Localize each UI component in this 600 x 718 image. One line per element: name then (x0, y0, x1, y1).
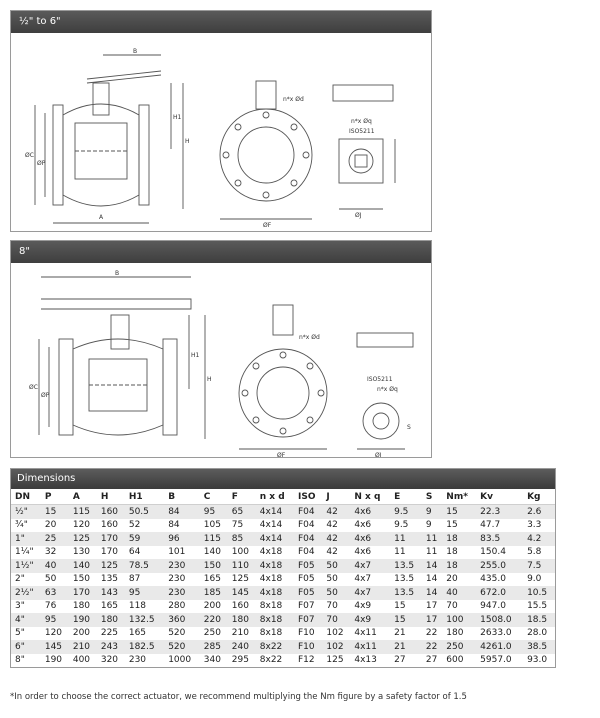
table-cell: 15 (442, 505, 476, 519)
table-cell: 100 (231, 547, 249, 558)
table-cell: 75 (231, 520, 244, 531)
table-cell: 170 (100, 547, 119, 558)
table-cell: 101 (168, 547, 186, 558)
table-cell: 40 (442, 586, 476, 600)
table-cell: 140 (69, 559, 97, 573)
table-cell: 160 (231, 601, 249, 612)
table-cell: 17 (422, 613, 442, 627)
table-cell: 95 (125, 586, 164, 600)
table-cell: 210 (231, 628, 249, 639)
table-cell: 150 (200, 559, 228, 573)
table-cell: 3.3 (527, 520, 542, 531)
table-cell: F04 (294, 532, 322, 546)
table-cell: 170 (97, 532, 125, 546)
table-cell: 4.2 (523, 532, 555, 546)
table-cell: 243 (97, 640, 125, 654)
table-cell: 14 (422, 586, 442, 600)
dim-label-j: ØJ (375, 452, 382, 457)
table-row (11, 613, 555, 627)
drawing-panel-large (10, 240, 432, 458)
table-cell: 4x11 (350, 640, 390, 654)
table-row (11, 627, 555, 641)
table-row (11, 532, 555, 546)
table-cell: 672.0 (476, 586, 523, 600)
table-cell: 40 (41, 559, 69, 573)
table-cell: 8x22 (259, 655, 283, 666)
table-cell: 4x6 (354, 547, 372, 558)
table-cell: ¾" (15, 520, 28, 531)
table-cell: ½" (11, 505, 41, 519)
table-cell: 170 (69, 586, 97, 600)
table-cell: F05 (294, 559, 322, 573)
table-cell: 15 (446, 520, 458, 531)
table-cell: 230 (128, 655, 147, 666)
table-cell: F04 (297, 520, 315, 531)
column-header: E (390, 489, 422, 505)
table-cell: 180 (72, 601, 91, 612)
table-cell: 42 (326, 520, 338, 531)
dim-label-nd: n*x Ød (299, 334, 320, 341)
table-cell: 28.0 (527, 628, 548, 639)
table-cell: 185 (200, 586, 228, 600)
table-cell: 165 (128, 628, 147, 639)
table-cell: 250 (203, 628, 221, 639)
table-cell: 1508.0 (476, 613, 523, 627)
table-cell: 50 (44, 574, 57, 585)
dimensions-table (11, 489, 555, 667)
table-cell: 4x7 (354, 574, 372, 585)
table-cell: 70 (326, 601, 338, 612)
valve-drawing-large (11, 263, 431, 457)
table-cell: 22 (425, 628, 438, 639)
table-cell: 83.5 (476, 532, 523, 546)
column-header: B (164, 489, 200, 505)
table-cell: 4x9 (350, 613, 390, 627)
table-cell: 230 (164, 586, 200, 600)
table-cell: 18 (442, 559, 476, 573)
table-row (11, 640, 555, 654)
table-cell: 340 (203, 655, 221, 666)
table-cell: 230 (164, 559, 200, 573)
table-row (11, 546, 555, 560)
table-cell: 120 (72, 520, 91, 531)
table-cell: 87 (128, 574, 141, 585)
table-cell: 13.5 (390, 586, 422, 600)
table-cell: 8x18 (259, 601, 283, 612)
table-cell: 13.5 (394, 574, 415, 585)
column-header: S (422, 489, 442, 505)
table-cell: 4x18 (259, 547, 283, 558)
table-cell: 145 (228, 586, 256, 600)
table-cell: 50 (322, 586, 350, 600)
table-cell: 32 (44, 547, 57, 558)
table-cell: 4x18 (256, 559, 294, 573)
table-cell: 520 (168, 628, 186, 639)
table-cell: 2.6 (523, 505, 555, 519)
table-cell: 47.7 (480, 520, 501, 531)
table-cell: 180 (228, 613, 256, 627)
table-cell: F10 (294, 640, 322, 654)
drawing-panel-small (10, 10, 432, 232)
table-cell: 65 (228, 505, 256, 519)
table-cell: 18 (446, 547, 458, 558)
dim-label-b: B (133, 48, 138, 55)
table-cell: 240 (228, 640, 256, 654)
table-cell: 42 (322, 505, 350, 519)
table-cell: 22.3 (476, 505, 523, 519)
table-cell: 20 (446, 574, 458, 585)
table-cell: 52 (128, 520, 141, 531)
table-cell: 84 (164, 505, 200, 519)
table-row (11, 559, 555, 573)
dim-label-j: ØJ (355, 212, 362, 219)
table-cell: 13.5 (390, 559, 422, 573)
table-cell: 143 (97, 586, 125, 600)
dimensions-title: Dimensions (11, 469, 555, 489)
dim-label-c: ØC (29, 384, 38, 391)
column-header: DN (11, 489, 41, 505)
panel-title: 8" (11, 241, 431, 263)
dim-label-p: ØP (41, 392, 50, 399)
table-cell: 9 (422, 505, 442, 519)
table-cell: 14 (422, 559, 442, 573)
table-row (11, 519, 555, 533)
table-cell: 125 (97, 559, 125, 573)
table-cell: 9.5 (390, 505, 422, 519)
table-cell: 125 (326, 655, 344, 666)
table-cell: 6" (11, 640, 41, 654)
column-header: H1 (125, 489, 164, 505)
table-cell: 947.0 (480, 601, 506, 612)
dim-label-nq: n*x Øq (377, 386, 398, 393)
table-cell: 18 (442, 532, 476, 546)
table-cell: 4x6 (350, 532, 390, 546)
column-header: N x q (350, 489, 390, 505)
table-cell: 4x6 (350, 505, 390, 519)
table-cell: 160 (97, 505, 125, 519)
table-cell: 50.5 (125, 505, 164, 519)
table-cell: 4x11 (354, 628, 377, 639)
table-cell: 11 (422, 532, 442, 546)
table-cell: 120 (44, 628, 63, 639)
table-cell: 85 (228, 532, 256, 546)
table-cell: 4x18 (256, 586, 294, 600)
table-cell: 220 (200, 613, 228, 627)
table-cell: 17 (425, 601, 438, 612)
column-header: Kv (476, 489, 523, 505)
table-cell: 11 (425, 547, 438, 558)
table-cell: 2" (15, 574, 25, 585)
table-cell: 5957.0 (480, 655, 512, 666)
table-cell: 180 (446, 628, 464, 639)
table-cell: 63 (41, 586, 69, 600)
table-cell: 9.5 (394, 520, 409, 531)
table-cell: 105 (203, 520, 221, 531)
dim-label-nd: n*x Ød (283, 96, 304, 103)
table-cell: 27 (425, 655, 438, 666)
dim-label-s: S (407, 424, 411, 431)
table-cell: 76 (44, 601, 57, 612)
column-header: n x d (256, 489, 294, 505)
table-cell: 50 (322, 559, 350, 573)
table-cell: 125 (69, 532, 97, 546)
panel-title: ½" to 6" (11, 11, 431, 33)
table-body (11, 505, 555, 668)
dim-label-f: ØF (263, 222, 272, 229)
table-cell: 11 (394, 547, 406, 558)
table-cell: 1" (11, 532, 41, 546)
table-cell: 285 (200, 640, 228, 654)
technical-drawing (11, 263, 431, 457)
dim-label-c: ØC (25, 152, 34, 159)
table-cell: 4x14 (259, 520, 283, 531)
table-cell: 250 (442, 640, 476, 654)
table-cell: 600 (446, 655, 464, 666)
table-cell: 140 (203, 547, 221, 558)
valve-drawing-small (11, 33, 431, 231)
table-cell: 7.5 (523, 559, 555, 573)
table-cell: F05 (297, 574, 315, 585)
table-cell: 18.5 (523, 613, 555, 627)
table-cell: 22 (422, 640, 442, 654)
table-cell: 27 (394, 655, 406, 666)
table-cell: 95 (200, 505, 228, 519)
table-cell: 42 (322, 532, 350, 546)
table-cell: 14 (425, 574, 438, 585)
table-cell: 150 (72, 574, 91, 585)
table-cell: 110 (228, 559, 256, 573)
table-cell: 165 (203, 574, 221, 585)
table-cell: 64 (128, 547, 141, 558)
table-cell: 95 (41, 613, 69, 627)
table-cell: 1½" (11, 559, 41, 573)
dim-label-h: H (207, 376, 212, 383)
table-cell: 8x22 (256, 640, 294, 654)
table-cell: 295 (231, 655, 249, 666)
table-cell: 8" (15, 655, 25, 666)
table-row (11, 586, 555, 600)
table-cell: F07 (294, 613, 322, 627)
table-cell: 125 (231, 574, 249, 585)
table-cell: 200 (72, 628, 91, 639)
table-cell: 70 (322, 613, 350, 627)
table-cell: F05 (294, 586, 322, 600)
table-cell: 180 (97, 613, 125, 627)
table-cell: 435.0 (480, 574, 506, 585)
table-cell: 9 (425, 520, 432, 531)
column-header: A (69, 489, 97, 505)
technical-drawing (11, 33, 431, 231)
table-cell: 11 (390, 532, 422, 546)
table-cell: 84 (168, 520, 180, 531)
table-cell: 225 (100, 628, 119, 639)
table-cell: 21 (394, 628, 406, 639)
table-cell: 5.8 (527, 547, 542, 558)
table-cell: 4x7 (350, 559, 390, 573)
table-cell: 145 (41, 640, 69, 654)
table-cell: 96 (164, 532, 200, 546)
table-cell: 4x9 (354, 601, 372, 612)
dim-label-h1: H1 (173, 114, 182, 121)
table-cell: 115 (200, 532, 228, 546)
table-cell: 520 (164, 640, 200, 654)
table-cell: 4x6 (354, 520, 372, 531)
table-cell: 118 (128, 601, 147, 612)
dim-label-b: B (115, 270, 120, 277)
table-cell: 50 (326, 574, 338, 585)
table-cell: F12 (297, 655, 315, 666)
dim-label-h: H (185, 138, 190, 145)
table-cell: 200 (203, 601, 221, 612)
table-cell: 4x14 (256, 505, 294, 519)
table-row (11, 600, 555, 614)
table-cell: 360 (164, 613, 200, 627)
table-cell: 4" (11, 613, 41, 627)
table-cell: 5" (15, 628, 25, 639)
table-cell: 8x18 (259, 628, 283, 639)
table-cell: 132.5 (125, 613, 164, 627)
table-cell: 4x14 (256, 532, 294, 546)
table-cell: 115 (69, 505, 97, 519)
dim-label-h1: H1 (191, 352, 200, 359)
table-cell: 15 (41, 505, 69, 519)
table-cell: 8x18 (256, 613, 294, 627)
table-cell: 1¼" (15, 547, 34, 558)
table-cell: 210 (69, 640, 97, 654)
table-cell: F04 (297, 547, 315, 558)
table-cell: 3" (15, 601, 25, 612)
table-cell: 190 (69, 613, 97, 627)
table-cell: 400 (72, 655, 91, 666)
table-cell: 78.5 (125, 559, 164, 573)
table-cell: 20 (44, 520, 57, 531)
table-cell: 190 (44, 655, 63, 666)
table-cell: 255.0 (476, 559, 523, 573)
table-cell: 42 (326, 547, 338, 558)
table-cell: 1000 (168, 655, 192, 666)
table-cell: 182.5 (125, 640, 164, 654)
table-header-row (11, 489, 555, 505)
table-cell: 320 (100, 655, 119, 666)
table-cell: F10 (297, 628, 315, 639)
table-cell: 70 (446, 601, 458, 612)
table-cell: 15 (394, 601, 406, 612)
dim-label-f: ØF (277, 452, 286, 457)
table-cell: 4x7 (350, 586, 390, 600)
table-cell: 280 (168, 601, 186, 612)
table-cell: 165 (100, 601, 119, 612)
table-cell: 59 (125, 532, 164, 546)
table-cell: 4x13 (354, 655, 377, 666)
table-cell: 15 (390, 613, 422, 627)
dim-label-p: ØP (37, 160, 46, 167)
dim-label-nq: n*x Øq (351, 118, 372, 125)
column-header: Kg (523, 489, 555, 505)
column-header: P (41, 489, 69, 505)
table-cell: 10.5 (523, 586, 555, 600)
dim-label-a: A (99, 214, 104, 221)
column-header: ISO (294, 489, 322, 505)
column-header: H (97, 489, 125, 505)
column-header: J (322, 489, 350, 505)
column-header: C (200, 489, 228, 505)
table-cell: 4x18 (259, 574, 283, 585)
table-cell: 2633.0 (480, 628, 512, 639)
table-cell: 100 (442, 613, 476, 627)
table-cell: 135 (100, 574, 119, 585)
table-cell: 230 (168, 574, 186, 585)
dimensions-panel (10, 468, 556, 668)
table-cell: 160 (100, 520, 119, 531)
table-cell: F07 (297, 601, 315, 612)
table-cell: 15.5 (527, 601, 548, 612)
dim-label-iso: ISO5211 (367, 376, 393, 383)
table-cell: 150.4 (480, 547, 506, 558)
table-cell: 25 (41, 532, 69, 546)
column-header: Nm* (442, 489, 476, 505)
table-cell: F04 (294, 505, 322, 519)
table-cell: 9.0 (527, 574, 542, 585)
footnote: *In order to choose the correct actuator, we recommend multiplying the Nm figure by a safety factor of 1.5 (10, 692, 467, 702)
table-cell: 4261.0 (476, 640, 523, 654)
table-row (11, 654, 555, 668)
table-cell: 21 (390, 640, 422, 654)
table-cell: 130 (72, 547, 91, 558)
table-cell: 38.5 (523, 640, 555, 654)
column-header: F (228, 489, 256, 505)
table-cell: 102 (322, 640, 350, 654)
table-row (11, 573, 555, 587)
table-cell: 102 (326, 628, 344, 639)
dim-label-iso: ISO5211 (349, 128, 375, 135)
table-cell: 2½" (11, 586, 41, 600)
table-cell: 93.0 (527, 655, 548, 666)
table-row (11, 505, 555, 519)
